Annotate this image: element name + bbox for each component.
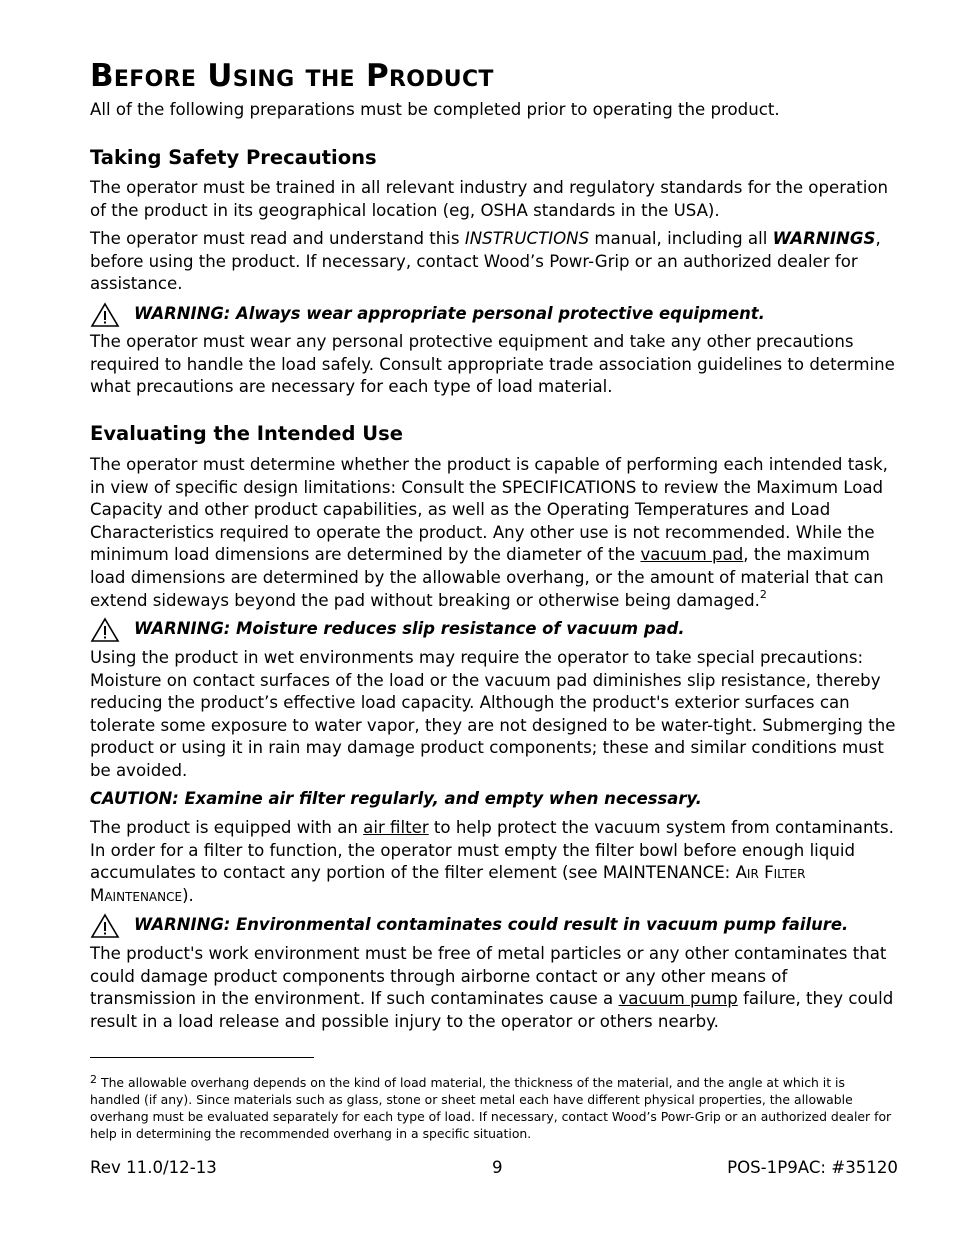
use-paragraph-2: Using the product in wet environments may require the operator to take special precautions: Moisture on contact surfaces of the load or the vacuum pad diminishes slip resistance, thereby reducing the product’s effective load capacity. Although the product's exterior surfaces can tolerate some exposure to water vapor, they are not designed to be water-tight. Submerging the product or using it in rain may damage product components; these and similar conditions must be avoided. (90, 648, 896, 780)
document-id: POS-1P9AC: #35120 (727, 1158, 898, 1177)
warnings-emphasis: WARNINGS (772, 229, 876, 248)
warning-ppe (90, 300, 898, 328)
air-filter-term: air filter (363, 818, 429, 837)
cross-reference: Air Filter Maintenance (90, 863, 806, 905)
text-run: , before using the product. If necessary, contact Wood’s Powr-Grip or an authorized dealer for assistance. (90, 229, 881, 294)
warning-triangle-icon (90, 617, 120, 643)
section-heading-intended-use: Evaluating the Intended Use (90, 422, 403, 445)
warning-text: WARNING: Environmental contaminates could result in vacuum pump failure. (134, 915, 849, 934)
warning-text: WARNING: Moisture reduces slip resistance of vacuum pad. (134, 619, 685, 638)
warning-moisture (90, 615, 898, 643)
vacuum-pump-term: vacuum pump (618, 989, 738, 1009)
warning-triangle-icon (90, 302, 120, 328)
vacuum-pad-term: vacuum pad (640, 545, 744, 565)
text-run: The product's work environment must be free of metal particles or any other contaminates that could damage product components through airborne contact or any other means of transmission in the environment. If such contaminates cause a (90, 944, 887, 1009)
warning-text: WARNING: Always wear appropriate personal protective equipment. (134, 304, 765, 323)
page-title: Before Using the Product (90, 58, 494, 94)
safety-paragraph-1: The operator must be trained in all relevant industry and regulatory standards for the operation of the product in its geographical location (eg, OSHA standards in the USA). (90, 178, 888, 220)
text-run: to help protect the vacuum system from contaminants. In order for a filter to function, the operator must empty the filter bowl before enough liquid accumulates to contact any portion of the filter element (see MAINTENANCE: (90, 818, 894, 883)
text-run: The product is equipped with an (90, 818, 364, 837)
use-paragraph-4 (90, 943, 898, 1033)
footnote-reference[interactable]: 2 (759, 587, 767, 601)
text-run: ). (182, 885, 194, 905)
text-run: failure, they could result in a load release and possible injury to the operator or others nearby. (90, 989, 894, 1031)
footnote-number: 2 (90, 1073, 97, 1086)
caution-air-filter: CAUTION: Examine air filter regularly, and empty when necessary. (90, 789, 702, 808)
revision-label: Rev 11.0/12-13 (90, 1158, 217, 1177)
use-paragraph-1 (90, 454, 898, 612)
footnote-divider (90, 1057, 314, 1058)
warning-triangle-icon (90, 913, 120, 939)
footnote-text: The allowable overhang depends on the kind of load material, the thickness of the material, and the angle at which it is handled (if any). Since materials such as glass, stone or sheet metal each have different physical properties, the allowable overhang must be evaluated separately for each type of load. If necessary, contact Wood’s Powr-Grip or an authorized dealer for help in determining the recommended overhang in a specific situation. (90, 1075, 892, 1141)
text-run: The operator must determine whether the product is capable of performing each intended task, in view of specific design limitations: Consult the SPECIFICATIONS to review the Maximum Load Capacity and other product capabilities, as well as the Operating Temperatures and Load Characteristics required to operate the product. Any other use is not recommended. While the minimum load dimensions are determined by the diameter of the (90, 455, 888, 565)
manual-title: INSTRUCTIONS (464, 229, 590, 248)
warning-contaminates (90, 911, 898, 939)
safety-paragraph-3: The operator must wear any personal protective equipment and take any other precautions required to handle the load safely. Consult appropriate trade association guidelines to determine what precautions are necessary for each type of load material. (90, 332, 895, 397)
text-run: , the maximum load dimensions are determined by the allowable overhang, or the amount of material that can extend sideways beyond the pad without breaking or otherwise being damaged. (90, 545, 884, 610)
page-number: 9 (492, 1158, 503, 1177)
text-run: manual, including all (589, 229, 773, 248)
text-run: The operator must read and understand this (90, 229, 465, 248)
section-heading-safety: Taking Safety Precautions (90, 146, 377, 169)
safety-paragraph-2 (90, 228, 898, 296)
intro-paragraph: All of the following preparations must be completed prior to operating the product. (90, 100, 780, 119)
use-paragraph-3 (90, 817, 898, 907)
footnote (90, 1071, 898, 1142)
